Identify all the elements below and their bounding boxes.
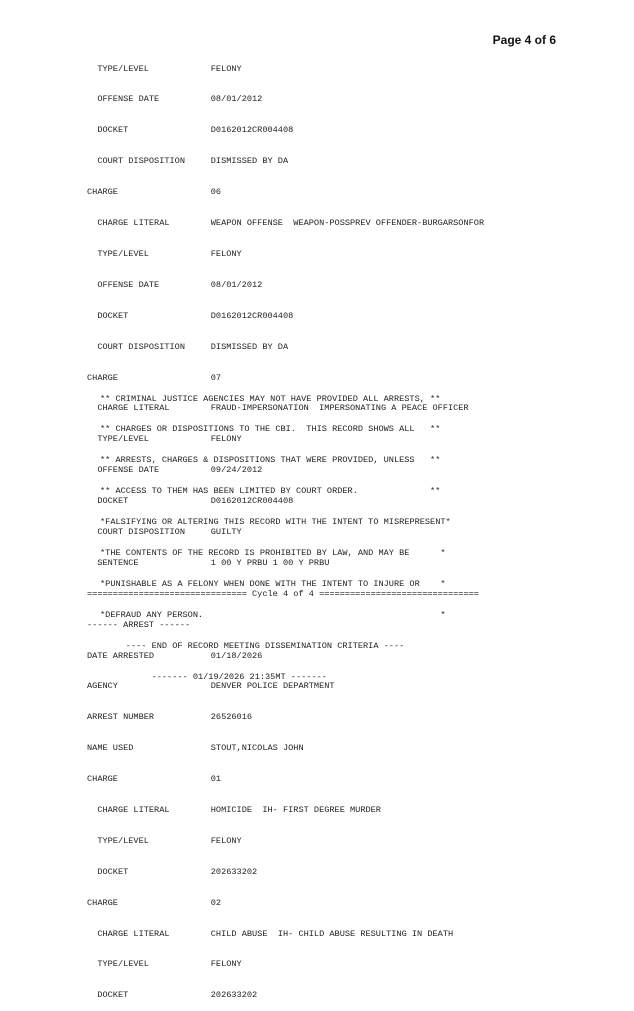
end-of-record: ---- END OF RECORD MEETING DISSEMINATION CRITERIA ----	[100, 640, 405, 651]
record-line: TYPE/LEVEL FELONY	[87, 248, 242, 259]
record-line: DATE ARRESTED 01/18/2026	[87, 650, 263, 661]
record-line: SENTENCE 1 00 Y PRBU 1 00 Y PRBU	[87, 557, 330, 568]
arrest-heading: ------ ARREST ------	[87, 619, 191, 630]
disclaimer-line: *FALSIFYING OR ALTERING THIS RECORD WITH THE INTENT TO MISREPRESENT*	[100, 517, 451, 528]
disclaimer-footer	[100, 373, 451, 692]
page-number: Page 4 of 6	[492, 33, 556, 47]
record-line: CHARGE LITERAL FRAUD-IMPERSONATION IMPERSONATING A PEACE OFFICER	[87, 403, 469, 414]
record-line: CHARGE LITERAL CHILD ABUSE IH- CHILD ABUSE RESULTING IN DEATH	[87, 928, 454, 939]
record-line: CHARGE LITERAL WEAPON OFFENSE WEAPON-POSSPREV OFFENDER-BURGARSONFOR	[87, 218, 485, 229]
record-line: DOCKET D0162012CR004408	[87, 496, 294, 507]
record-line: DOCKET 202633202	[87, 866, 258, 877]
timestamp: ------- 01/19/2026 21:35MT -------	[100, 671, 327, 682]
record-line: DOCKET D0162012CR004408	[87, 310, 294, 321]
record-line: OFFENSE DATE 09/24/2012	[87, 465, 263, 476]
record-line: OFFENSE DATE 08/01/2012	[87, 279, 263, 290]
record-line: COURT DISPOSITION DISMISSED BY DA	[87, 341, 289, 352]
record-line: AGENCY DENVER POLICE DEPARTMENT	[87, 681, 335, 692]
record-line: COURT DISPOSITION DISMISSED BY DA	[87, 156, 289, 167]
record-line: TYPE/LEVEL FELONY	[87, 63, 242, 74]
record-line: TYPE/LEVEL FELONY	[87, 835, 242, 846]
record-line: CHARGE LITERAL HOMICIDE IH- FIRST DEGREE MURDER	[87, 804, 381, 815]
disclaimer-line: ** CHARGES OR DISPOSITIONS TO THE CBI. THIS RECORD SHOWS ALL **	[100, 424, 441, 435]
disclaimer-line: ** ACCESS TO THEM HAS BEEN LIMITED BY COURT ORDER. **	[100, 486, 441, 497]
cycle-separator: =============================== Cycle 4 of 4 ===============================	[87, 588, 479, 599]
record-line: OFFENSE DATE 08/01/2012	[87, 94, 263, 105]
record-line: DOCKET D0162012CR004408	[87, 125, 294, 136]
record-line: ARREST NUMBER 26526016	[87, 712, 253, 723]
record-line: TYPE/LEVEL FELONY	[87, 959, 242, 970]
disclaimer-line: ** CRIMINAL JUSTICE AGENCIES MAY NOT HAVE PROVIDED ALL ARRESTS, **	[100, 393, 441, 404]
record-line: CHARGE 07	[87, 372, 222, 383]
record-line: TYPE/LEVEL FELONY	[87, 434, 242, 445]
record-line: CHARGE 02	[87, 897, 222, 908]
record-line: COURT DISPOSITION GUILTY	[87, 526, 242, 537]
record-line: CHARGE 01	[87, 774, 222, 785]
record-line: CHARGE 06	[87, 187, 222, 198]
record-line: DOCKET 202633202	[87, 990, 258, 1001]
disclaimer-line: *DEFRAUD ANY PERSON. *	[100, 609, 446, 620]
disclaimer-line: *THE CONTENTS OF THE RECORD IS PROHIBITED BY LAW, AND MAY BE *	[100, 548, 446, 559]
record-line: NAME USED STOUT,NICOLAS JOHN	[87, 743, 304, 754]
disclaimer-line: *PUNISHABLE AS A FELONY WHEN DONE WITH THE INTENT TO INJURE OR *	[100, 578, 446, 589]
disclaimer-line: ** ARRESTS, CHARGES & DISPOSITIONS THAT WERE PROVIDED, UNLESS **	[100, 455, 441, 466]
